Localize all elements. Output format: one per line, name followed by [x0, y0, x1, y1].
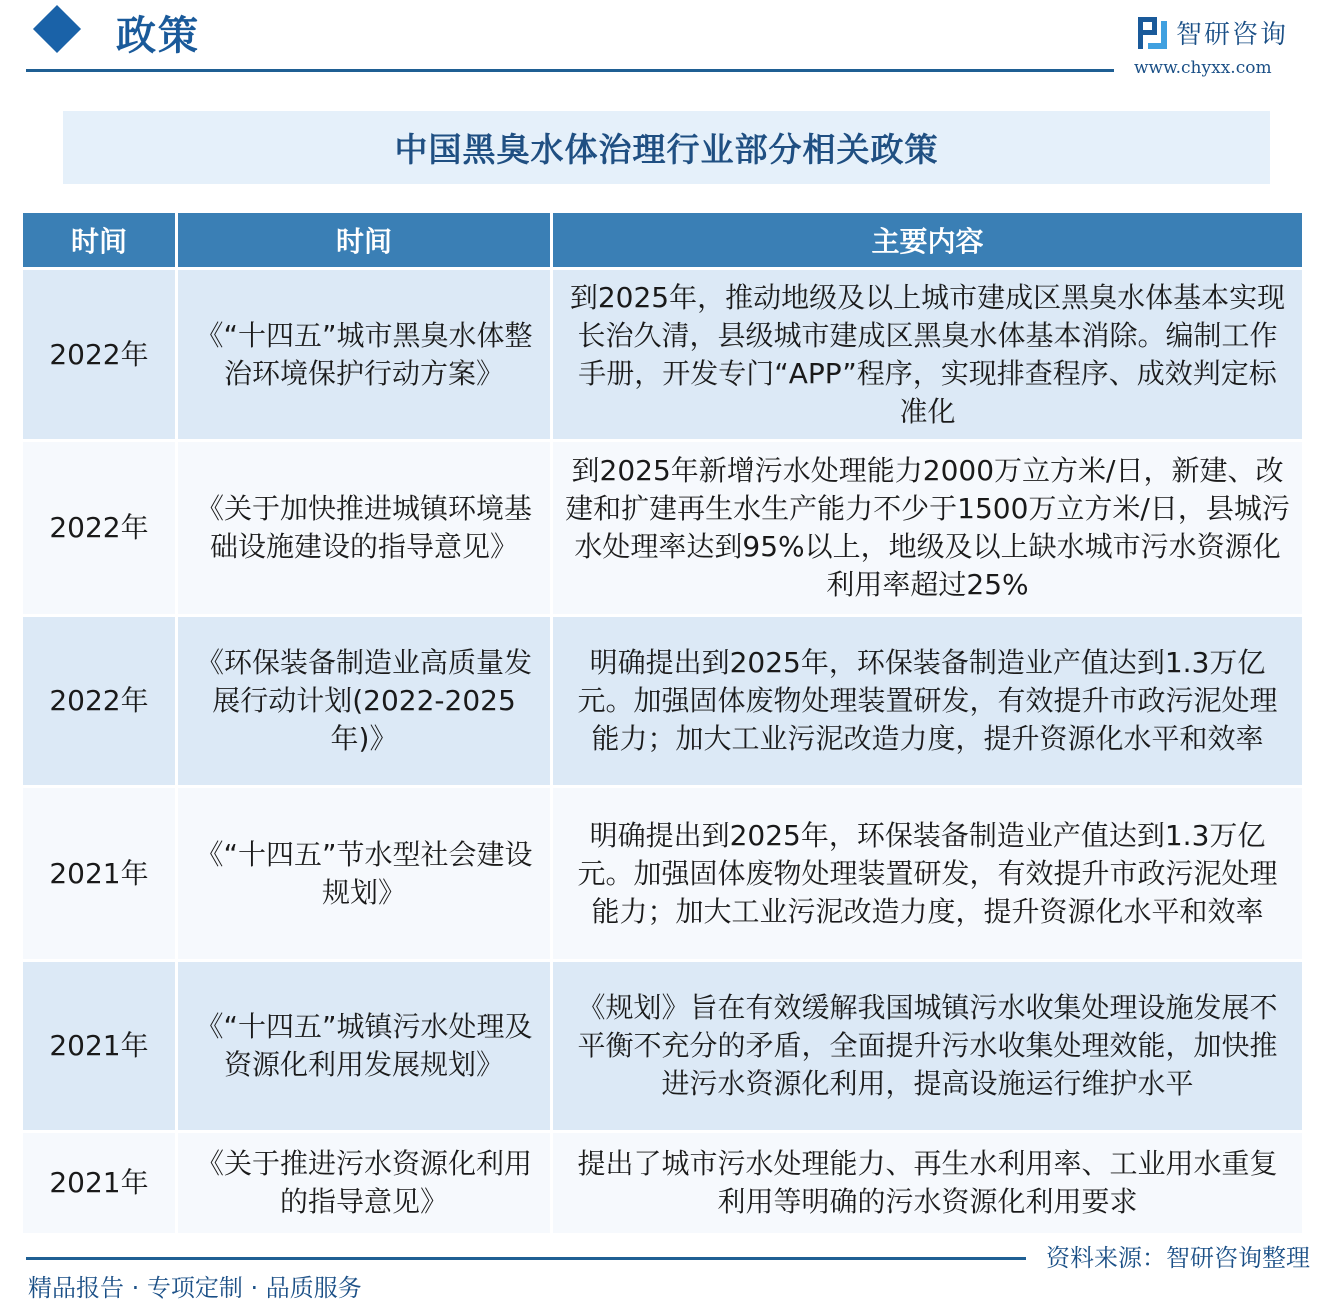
- footer-divider: [26, 1257, 1026, 1260]
- table-row: [23, 962, 1302, 1130]
- cell-policy: 《“十四五”城市黑臭水体整治环境保护行动方案》: [178, 270, 550, 439]
- cell-policy: 《关于推进污水资源化利用的指导意见》: [178, 1133, 550, 1233]
- cell-policy: 《“十四五”节水型社会建设规划》: [178, 788, 550, 959]
- brand-logo: [1138, 14, 1288, 51]
- cell-content: 《规划》旨在有效缓解我国城镇污水收集处理设施发展不平衡不充分的矛盾，全面提升污水收集处理效能，加快推进污水资源化利用，提高设施运行维护水平: [553, 962, 1302, 1130]
- cell-time: 2021年: [23, 1133, 175, 1233]
- cell-policy: 《关于加快推进城镇环境基础设施建设的指导意见》: [178, 442, 550, 614]
- cell-content: 到2025年，推动地级及以上城市建成区黑臭水体基本实现长治久清，县级城市建成区黑臭水体基本消除。编制工作手册，开发专门“APP”程序，实现排查程序、成效判定标准化: [553, 270, 1302, 439]
- cell-policy: 《“十四五”城镇污水处理及资源化利用发展规划》: [178, 962, 550, 1130]
- cell-time: 2022年: [23, 270, 175, 439]
- footer-slogan: 精品报告 · 专项定制 · 品质服务: [28, 1274, 362, 1302]
- table-row: [23, 788, 1302, 959]
- column-header-content: 主要内容: [553, 213, 1302, 267]
- brand-name: 智研咨询: [1176, 20, 1289, 50]
- cell-time: 2021年: [23, 788, 175, 959]
- cell-time: 2022年: [23, 617, 175, 785]
- page-title: 中国黑臭水体治理行业部分相关政策: [394, 130, 939, 169]
- cell-content: 明确提出到2025年，环保装备制造业产值达到1.3万亿元。加强固体废物处理装置研发，有效提升市政污泥处理能力；加大工业污泥改造力度，提升资源化水平和效率: [553, 617, 1302, 785]
- cell-content: 提出了城市污水处理能力、再生水利用率、工业用水重复利用等明确的污水资源化利用要求: [553, 1133, 1302, 1233]
- column-header-policy: 时间: [178, 213, 550, 267]
- section-title: 政策: [116, 13, 200, 59]
- table-row: [23, 270, 1302, 439]
- brand-url: www.chyxx.com: [1134, 58, 1272, 78]
- table-row: [23, 617, 1302, 785]
- cell-time: 2021年: [23, 962, 175, 1130]
- chyxx-logo-icon: [1138, 17, 1168, 49]
- table-row: [23, 1133, 1302, 1233]
- cell-content: 明确提出到2025年，环保装备制造业产值达到1.3万亿元。加强固体废物处理装置研发，有效提升市政污泥处理能力；加大工业污泥改造力度，提升资源化水平和效率: [553, 788, 1302, 959]
- cell-content: 到2025年新增污水处理能力2000万立方米/日，新建、改建和扩建再生水生产能力不少于1500万立方米/日，县城污水处理率达到95%以上，地级及以上缺水城市污水资源化利用率超过25%: [553, 442, 1302, 614]
- table-row: [23, 442, 1302, 614]
- policy-table: [20, 210, 1305, 1236]
- source-note: 资料来源：智研咨询整理: [1046, 1244, 1310, 1272]
- table-header-row: [23, 213, 1302, 267]
- header-divider: [26, 69, 1114, 72]
- diamond-icon: [33, 5, 81, 53]
- page-title-box: [63, 111, 1270, 184]
- cell-time: 2022年: [23, 442, 175, 614]
- cell-policy: 《环保装备制造业高质量发展行动计划(2022-2025年)》: [178, 617, 550, 785]
- column-header-time: 时间: [23, 213, 175, 267]
